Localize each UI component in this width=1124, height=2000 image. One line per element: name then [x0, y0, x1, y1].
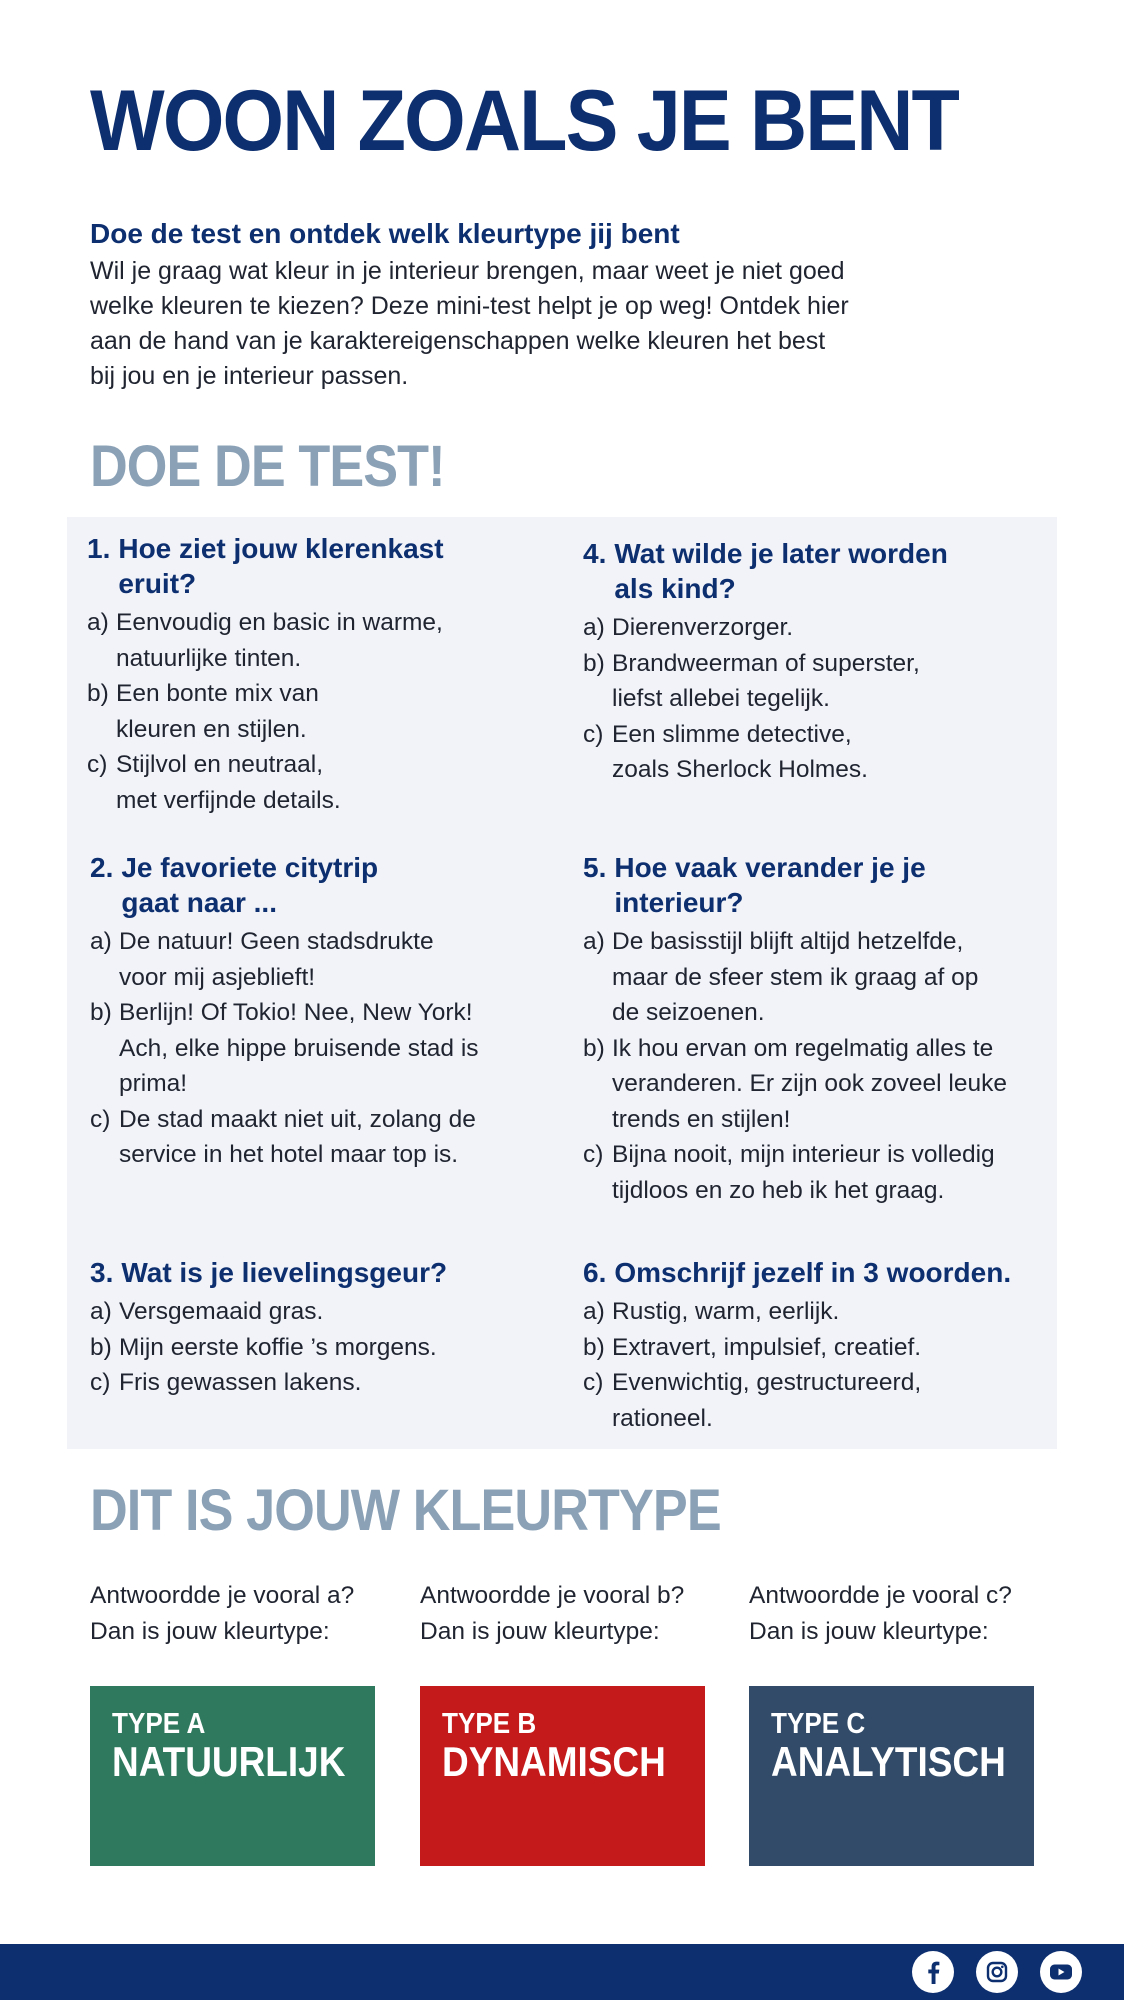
result-title: DIT IS JOUW KLEURTYPE: [90, 1478, 721, 1543]
question-title: [583, 1255, 1043, 1290]
answer-line1: Antwoordde je vooral b?: [420, 1582, 685, 1609]
option-letter: c): [583, 1141, 604, 1168]
option-text: Versgemaaid gras.: [119, 1298, 324, 1325]
option-text: Mijn eerste koffie ’s morgens.: [119, 1333, 437, 1361]
question-number: 5.: [583, 852, 607, 883]
option-text: Rustig, warm, eerlijk.: [612, 1298, 840, 1325]
option: [90, 1365, 520, 1401]
option-text: Evenwichtig, gestructureerd, rationeel.: [612, 1369, 922, 1432]
answer-b: [420, 1578, 720, 1650]
option-letter: a): [90, 928, 112, 955]
question-5: [583, 850, 1043, 1208]
option-letter: a): [583, 1298, 605, 1325]
option: [583, 1031, 1043, 1138]
instagram-icon[interactable]: [976, 1951, 1018, 1993]
option-letter: c): [87, 751, 108, 778]
option-text: Extravert, impulsief, creatief.: [612, 1333, 922, 1361]
question-1: [87, 531, 507, 818]
option: [583, 646, 1033, 717]
option-letter: c): [583, 1369, 604, 1396]
option: [90, 1294, 520, 1330]
intro-text: Wil je graag wat kleur in je interieur brengen, maar weet je niet goed welke kleuren te kiezen? Deze mini-test helpt je op weg! Ontdek hier aan de hand van je karaktereigenschappen welke kleuren het best bij jou en je interieur passen.: [90, 257, 849, 390]
type-label: TYPE A: [112, 1708, 206, 1740]
question-4: [583, 536, 1033, 788]
option-letter: a): [90, 1298, 112, 1325]
option-letter: c): [90, 1105, 111, 1133]
question-title: [583, 536, 1033, 606]
option: [583, 1365, 1043, 1436]
intro-section: [90, 218, 850, 394]
option-text: Brandweerman of superster, liefst allebei tegelijk.: [612, 649, 920, 712]
answer-line1: Antwoordde je vooral c?: [749, 1582, 1012, 1609]
answer-line2: Dan is jouw kleurtype:: [749, 1618, 989, 1645]
option-text: Bijna nooit, mijn interieur is volledig tijdloos en zo heb ik het graag.: [612, 1141, 995, 1204]
option-text: Ik hou ervan om regelmatig alles te veranderen. Er zijn ook zoveel leuke trends en stijlen!: [612, 1034, 1007, 1133]
quiz-panel: [67, 517, 1057, 1449]
option-text: Een bonte mix van kleuren en stijlen.: [116, 680, 319, 743]
option: [583, 1137, 1043, 1208]
option-letter: c): [90, 1369, 111, 1396]
facebook-icon[interactable]: [912, 1951, 954, 1993]
answer-c: [749, 1578, 1049, 1650]
intro-heading: Doe de test en ontdek welk kleurtype jij bent: [90, 218, 680, 249]
option-letter: b): [90, 1333, 112, 1361]
answer-line2: Dan is jouw kleurtype:: [90, 1618, 330, 1645]
option: [90, 924, 520, 995]
option: [583, 924, 1043, 1031]
question-title: [87, 531, 507, 601]
type-name: ANALYTISCH: [771, 1738, 1006, 1785]
question-title: [90, 850, 520, 920]
option-text: Berlijn! Of Tokio! Nee, New York! Ach, elke hippe bruisende stad is prima!: [119, 999, 479, 1097]
option-letter: a): [583, 614, 605, 641]
option: [87, 605, 507, 676]
question-number: 3.: [90, 1257, 114, 1288]
option: [583, 717, 1033, 788]
option: [583, 1294, 1043, 1330]
option-text: Fris gewassen lakens.: [119, 1369, 362, 1396]
option-text: De stad maakt niet uit, zolang de service in het hotel maar top is.: [119, 1105, 476, 1168]
answer-line1: Antwoordde je vooral a?: [90, 1582, 355, 1609]
question-text: Hoe ziet jouw klerenkast eruit?: [118, 533, 444, 599]
option-letter: b): [583, 1034, 605, 1062]
type-c-box: [749, 1686, 1034, 1866]
page-title: WOON ZOALS JE BENT: [90, 73, 958, 169]
question-number: 1.: [87, 533, 111, 564]
option-letter: a): [87, 609, 109, 636]
option-letter: b): [87, 680, 109, 707]
type-label: TYPE C: [771, 1708, 866, 1740]
type-a-box: [90, 1686, 375, 1866]
question-text: Wat wilde je later worden als kind?: [614, 538, 948, 604]
option-text: Dierenverzorger.: [612, 614, 794, 641]
question-number: 4.: [583, 538, 607, 569]
option: [583, 610, 1033, 646]
option: [90, 1330, 520, 1366]
option-letter: b): [583, 649, 605, 677]
type-b-box: [420, 1686, 705, 1866]
question-text: Omschrijf jezelf in 3 woorden.: [614, 1257, 1012, 1288]
question-title: [583, 850, 1043, 920]
option-text: Stijlvol en neutraal, met verfijnde details.: [116, 751, 341, 814]
option-text: De basisstijl blijft altijd hetzelfde, maar de sfeer stem ik graag af op de seizoenen.: [612, 928, 979, 1026]
answer-a: [90, 1578, 390, 1650]
type-label: TYPE B: [442, 1708, 537, 1740]
option: [87, 747, 507, 818]
option-text: Eenvoudig en basic in warme, natuurlijke tinten.: [116, 609, 443, 672]
option: [90, 995, 520, 1102]
quiz-title: DOE DE TEST!: [90, 434, 445, 499]
option-letter: a): [583, 928, 605, 955]
type-name: NATUURLIJK: [112, 1738, 346, 1785]
option-letter: c): [583, 720, 604, 748]
footer-bar: [0, 1944, 1124, 2000]
option: [90, 1102, 520, 1173]
question-3: [90, 1255, 520, 1401]
option-text: Een slimme detective, zoals Sherlock Holmes.: [612, 720, 868, 783]
youtube-icon[interactable]: [1040, 1951, 1082, 1993]
question-number: 6.: [583, 1257, 607, 1288]
question-2: [90, 850, 520, 1173]
question-6: [583, 1255, 1043, 1436]
question-title: [90, 1255, 520, 1290]
question-number: 2.: [90, 852, 114, 883]
option: [583, 1330, 1043, 1366]
question-text: Wat is je lievelingsgeur?: [121, 1257, 448, 1288]
answer-line2: Dan is jouw kleurtype:: [420, 1618, 660, 1645]
option-letter: b): [90, 999, 112, 1026]
question-text: Hoe vaak verander je je interieur?: [614, 852, 926, 918]
type-name: DYNAMISCH: [442, 1738, 666, 1785]
option-letter: b): [583, 1333, 605, 1361]
option: [87, 676, 507, 747]
option-text: De natuur! Geen stadsdrukte voor mij asjeblieft!: [119, 928, 434, 991]
question-text: Je favoriete citytrip gaat naar ...: [121, 852, 379, 918]
